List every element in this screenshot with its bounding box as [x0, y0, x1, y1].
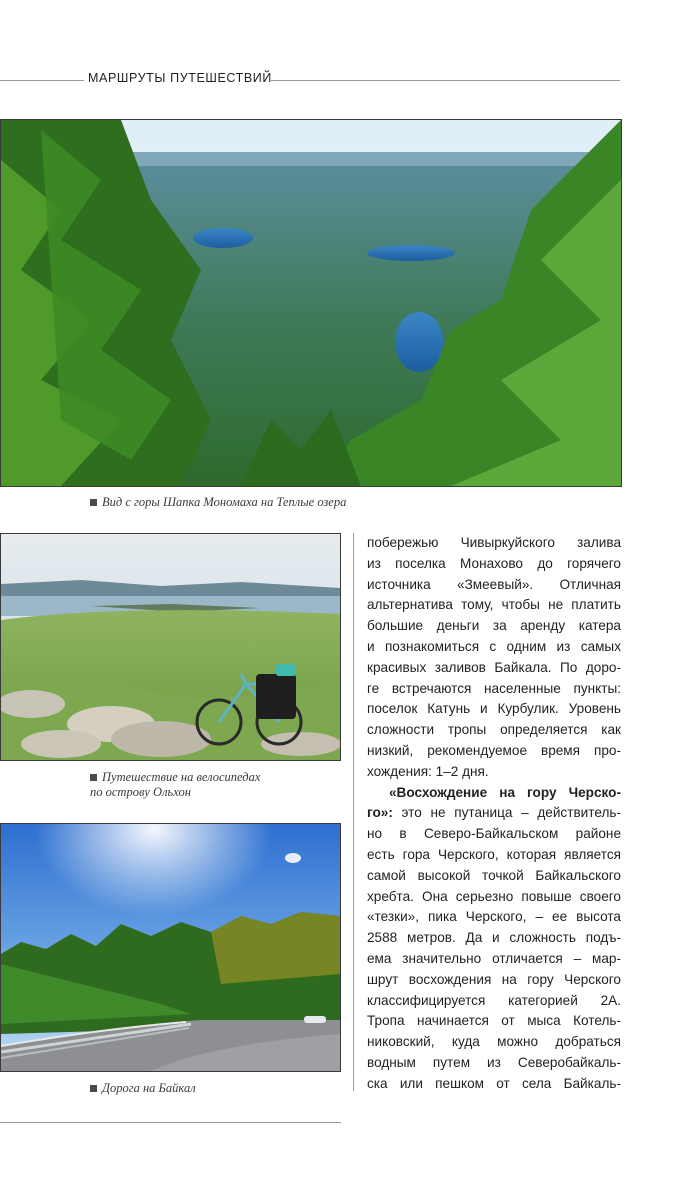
text-line: низкий, рекомендуемое время про- [367, 742, 621, 758]
text-line: никовский, куда можно добраться [367, 1034, 621, 1050]
text-line: ска или пешком от села Байкаль- [367, 1075, 621, 1091]
text-line: красивых заливов Байкала. По доро- [367, 659, 621, 675]
section-title: МАРШРУТЫ ПУТЕШЕСТВИЙ [88, 71, 272, 85]
text-line: сложности тропы определяется как [367, 722, 621, 738]
paragraph-heading: «Восхождение на гору Черско- [389, 784, 621, 800]
text-line: «тезки», пика Черского, – ее высота [367, 909, 621, 925]
caption-bullet-icon [90, 1085, 97, 1092]
paragraph-2 [367, 783, 621, 1095]
caption-lakes: Вид с горы Шапка Мономаха на Теплые озера [90, 495, 590, 510]
caption-bullet-icon [90, 774, 97, 781]
text-line: ема значительно отличается – мар- [367, 950, 621, 966]
text-line: альтернатива тому, чтобы не платить [367, 597, 621, 613]
text-line: большие деньги за аренду катера [367, 618, 621, 634]
text-line: самой высокой точкой Байкальского [367, 867, 621, 883]
text-line: хребта. Она серьезно повыше своего [367, 888, 621, 904]
text-line: есть гора Черского, которая является [367, 846, 621, 862]
text-line: но в Северо-Байкальском районе [367, 826, 621, 842]
text-line: ге встречаются населенные пункты: [367, 680, 621, 696]
text-line: хождения: 1–2 дня. [367, 763, 489, 779]
paragraph-1 [367, 533, 621, 783]
text-line: побережью Чивыркуйского залива [367, 535, 621, 550]
header-rule-right [271, 80, 620, 81]
text-line: водным путем из Северобайкаль- [367, 1054, 621, 1070]
column-divider [353, 533, 354, 1091]
text-line: источника «Змеевый». Отличная [367, 576, 621, 592]
header-rule-left [0, 80, 84, 81]
bottom-rule [0, 1122, 341, 1123]
text-line: и познакомиться с одним из самых [367, 638, 621, 654]
caption-bullet-icon [90, 499, 97, 506]
text-line: Тропа начинается от мыса Котель- [367, 1013, 621, 1029]
text-line: 2588 метров. Да и сложность подъ- [367, 930, 621, 946]
photo-bicycle-olkhon [0, 533, 341, 761]
body-text [367, 533, 621, 1095]
text-line: шрут восхождения на гору Черского [367, 971, 621, 987]
caption-road: Дорога на Байкал [90, 1081, 340, 1096]
text-line: поселок Катунь и Курбулик. Уровень [367, 701, 621, 717]
text-line: классифицируется категорией 2А. [367, 992, 621, 1008]
text-line: го»: это не путаница – действитель- [367, 805, 621, 821]
text-line: из поселка Монахово до горячего [367, 555, 621, 571]
caption-bicycle: Путешествие на велосипедах по острову Ольхон [90, 770, 261, 799]
photo-road-baikal [0, 823, 341, 1072]
paragraph-heading-end: го»: [367, 805, 393, 821]
photo-teplye-lakes [0, 119, 622, 487]
